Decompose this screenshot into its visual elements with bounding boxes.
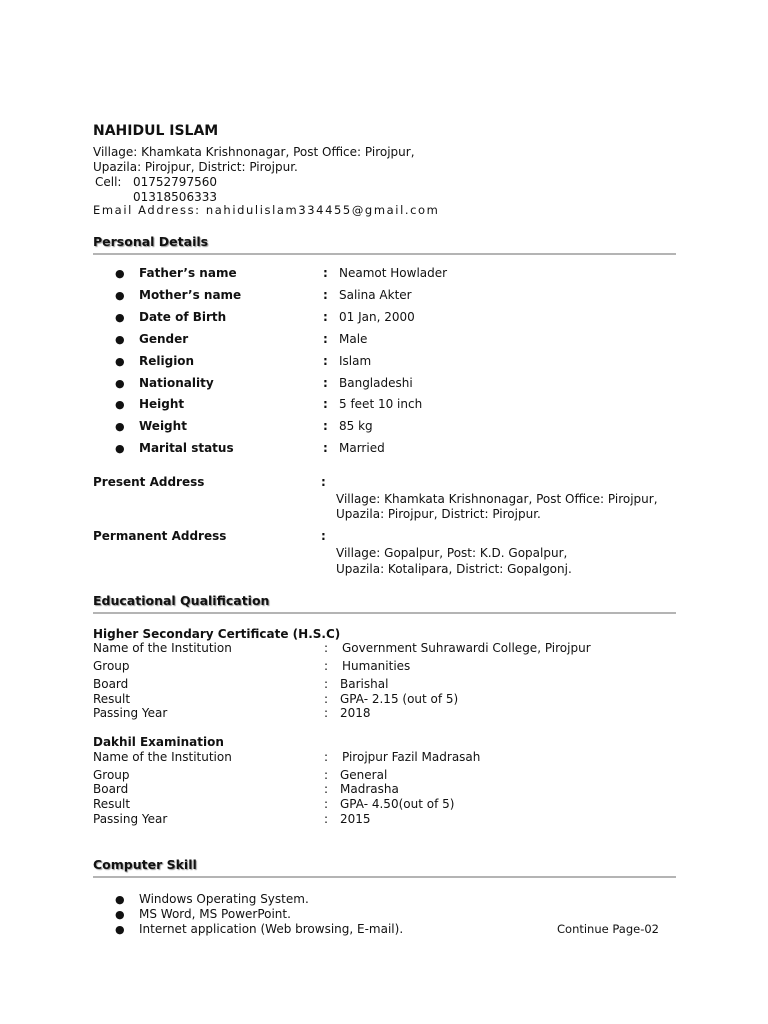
bullet-icon: ● xyxy=(115,420,125,433)
dakhil-detail-colon: : xyxy=(324,797,329,811)
dakhil-detail-label: Name of the Institution xyxy=(93,750,232,764)
hsc-detail-value: Humanities xyxy=(342,659,411,673)
section-title-computer-skill: Computer Skill xyxy=(93,857,197,872)
present-address-line2: Upazila: Pirojpur, District: Pirojpur. xyxy=(336,507,541,521)
hsc-detail-value: Government Suhrawardi College, Pirojpur xyxy=(342,641,591,655)
bullet-icon: ● xyxy=(115,311,125,324)
personal-detail-label: Father’s name xyxy=(139,266,237,280)
bullet-icon: ● xyxy=(115,289,125,302)
personal-detail-label: Nationality xyxy=(139,376,214,390)
personal-detail-value: 5 feet 10 inch xyxy=(339,397,423,411)
section-divider xyxy=(93,876,676,878)
present-address-line1: Village: Khamkata Krishnonagar, Post Office: Pirojpur, xyxy=(336,492,658,506)
dakhil-detail-value: General xyxy=(340,768,388,782)
hsc-detail-label: Board xyxy=(93,677,129,691)
bullet-icon: ● xyxy=(115,398,125,411)
dakhil-detail-colon: : xyxy=(324,750,329,764)
dakhil-detail-colon: : xyxy=(324,768,329,782)
personal-detail-value: 01 Jan, 2000 xyxy=(339,310,415,324)
dakhil-detail-value: Pirojpur Fazil Madrasah xyxy=(342,750,481,764)
personal-detail-value: Married xyxy=(339,441,385,455)
dakhil-detail-colon: : xyxy=(324,812,329,826)
hsc-heading: Higher Secondary Certificate (H.S.C) xyxy=(93,627,341,641)
hsc-detail-colon: : xyxy=(324,641,329,655)
cell-label: Cell: xyxy=(95,175,122,189)
personal-detail-label: Weight xyxy=(139,419,187,433)
dakhil-detail-label: Group xyxy=(93,768,130,782)
hsc-detail-label: Passing Year xyxy=(93,706,168,720)
personal-detail-colon: : xyxy=(323,397,328,411)
personal-detail-label: Height xyxy=(139,397,185,411)
section-divider xyxy=(93,612,676,614)
dakhil-heading: Dakhil Examination xyxy=(93,735,224,749)
computer-skill-item: Internet application (Web browsing, E-mail). xyxy=(139,922,404,936)
personal-detail-label: Date of Birth xyxy=(139,310,227,324)
bullet-icon: ● xyxy=(115,908,125,921)
dakhil-detail-colon: : xyxy=(324,782,329,796)
dakhil-detail-label: Board xyxy=(93,782,129,796)
personal-detail-colon: : xyxy=(323,441,328,455)
personal-detail-label: Marital status xyxy=(139,441,234,455)
personal-detail-colon: : xyxy=(323,419,328,433)
section-title-personal: Personal Details xyxy=(93,234,209,249)
bullet-icon: ● xyxy=(115,355,125,368)
personal-detail-colon: : xyxy=(323,376,328,390)
permanent-address-label: Permanent Address xyxy=(93,529,227,543)
bullet-icon: ● xyxy=(115,893,125,906)
dakhil-detail-value: Madrasha xyxy=(340,782,399,796)
hsc-detail-value: Barishal xyxy=(340,677,389,691)
personal-detail-colon: : xyxy=(323,332,328,346)
section-divider xyxy=(93,253,676,255)
personal-detail-value: 85 kg xyxy=(339,419,373,433)
header-address-line2: Upazila: Pirojpur, District: Pirojpur. xyxy=(93,160,298,174)
hsc-detail-colon: : xyxy=(324,659,329,673)
bullet-icon: ● xyxy=(115,442,125,455)
personal-detail-label: Religion xyxy=(139,354,195,368)
dakhil-detail-label: Result xyxy=(93,797,131,811)
present-address-colon: : xyxy=(321,475,326,489)
continue-page-note: Continue Page-02 xyxy=(557,922,659,936)
hsc-detail-value: GPA- 2.15 (out of 5) xyxy=(340,692,459,706)
personal-detail-label: Gender xyxy=(139,332,189,346)
personal-detail-value: Neamot Howlader xyxy=(339,266,448,280)
cell-phone-2: 01318506333 xyxy=(133,190,217,204)
personal-detail-colon: : xyxy=(323,266,328,280)
computer-skill-item: Windows Operating System. xyxy=(139,892,309,906)
personal-detail-value: Islam xyxy=(339,354,372,368)
computer-skill-item: MS Word, MS PowerPoint. xyxy=(139,907,291,921)
personal-detail-value: Bangladeshi xyxy=(339,376,413,390)
permanent-address-line1: Village: Gopalpur, Post: K.D. Gopalpur, xyxy=(336,546,568,560)
bullet-icon: ● xyxy=(115,377,125,390)
bullet-icon: ● xyxy=(115,923,125,936)
personal-detail-colon: : xyxy=(323,310,328,324)
personal-detail-value: Salina Akter xyxy=(339,288,412,302)
hsc-detail-label: Name of the Institution xyxy=(93,641,232,655)
hsc-detail-colon: : xyxy=(324,677,329,691)
cell-phone-1: 01752797560 xyxy=(133,175,217,189)
bullet-icon: ● xyxy=(115,267,125,280)
hsc-detail-colon: : xyxy=(324,706,329,720)
personal-detail-colon: : xyxy=(323,354,328,368)
hsc-detail-value: 2018 xyxy=(340,706,371,720)
hsc-detail-label: Group xyxy=(93,659,130,673)
personal-detail-label: Mother’s name xyxy=(139,288,242,302)
candidate-name: NAHIDUL ISLAM xyxy=(93,123,219,139)
hsc-detail-colon: : xyxy=(324,692,329,706)
email-address: Email Address: nahidulislam334455@gmail.com xyxy=(93,203,440,217)
personal-detail-value: Male xyxy=(339,332,368,346)
dakhil-detail-value: 2015 xyxy=(340,812,371,826)
header-address-line1: Village: Khamkata Krishnonagar, Post Office: Pirojpur, xyxy=(93,145,415,159)
dakhil-detail-label: Passing Year xyxy=(93,812,168,826)
dakhil-detail-value: GPA- 4.50(out of 5) xyxy=(340,797,455,811)
personal-detail-colon: : xyxy=(323,288,328,302)
permanent-address-colon: : xyxy=(321,529,326,543)
permanent-address-line2: Upazila: Kotalipara, District: Gopalgonj. xyxy=(336,562,572,576)
section-title-education: Educational Qualification xyxy=(93,593,270,608)
bullet-icon: ● xyxy=(115,333,125,346)
present-address-label: Present Address xyxy=(93,475,205,489)
hsc-detail-label: Result xyxy=(93,692,131,706)
